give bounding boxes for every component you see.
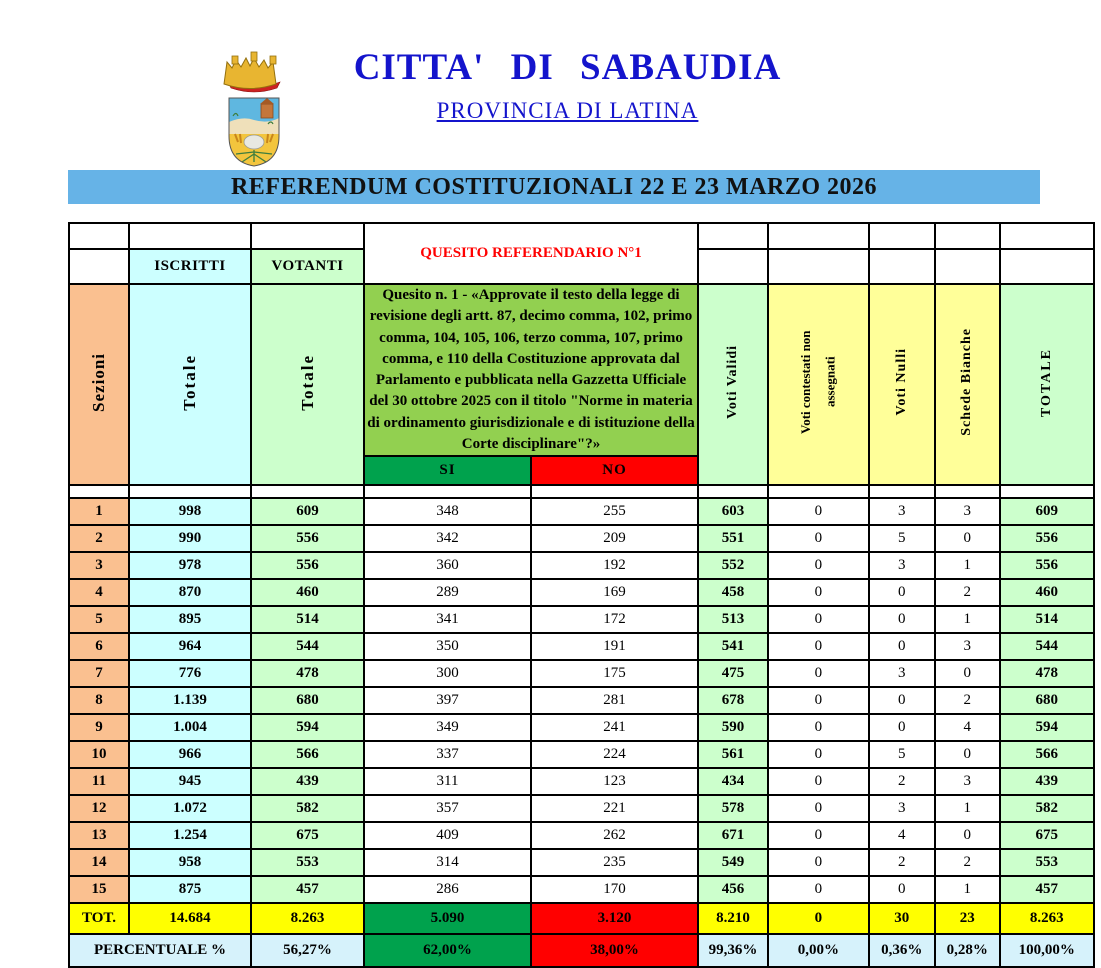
cell-iscritti: 958 [129, 849, 251, 876]
cell-votanti: 544 [251, 633, 364, 660]
cell-votanti: 566 [251, 741, 364, 768]
cell-si: 300 [364, 660, 531, 687]
cell-nulli: 0 [869, 579, 935, 606]
cell-votanti: 439 [251, 768, 364, 795]
table-row [69, 606, 1094, 633]
cell-sezione: 7 [69, 660, 129, 687]
table-row [69, 579, 1094, 606]
cell-no: 221 [531, 795, 698, 822]
cell-tot-label: TOT. [69, 903, 129, 934]
cell-contestati: 0 [768, 687, 869, 714]
cell-tot-validi: 8.210 [698, 903, 768, 934]
cell-validi: 590 [698, 714, 768, 741]
cell-sezione: 10 [69, 741, 129, 768]
column-header-iscritti: ISCRITTI [129, 249, 251, 284]
cell-si: 289 [364, 579, 531, 606]
cell-totale: 609 [1000, 498, 1094, 525]
cell-tot-votanti: 8.263 [251, 903, 364, 934]
cell-contestati: 0 [768, 633, 869, 660]
cell-sezione: 14 [69, 849, 129, 876]
cell-iscritti: 964 [129, 633, 251, 660]
cell-si: 409 [364, 822, 531, 849]
cell-iscritti: 1.139 [129, 687, 251, 714]
cell-bianche: 0 [935, 822, 1000, 849]
column-header-sezioni: Sezioni [69, 284, 129, 485]
cell-validi: 475 [698, 660, 768, 687]
table-row [69, 876, 1094, 903]
table-row [69, 687, 1094, 714]
cell-iscritti: 895 [129, 606, 251, 633]
cell-contestati: 0 [768, 498, 869, 525]
cell-contestati: 0 [768, 552, 869, 579]
cell-votanti: 675 [251, 822, 364, 849]
cell-no: 241 [531, 714, 698, 741]
cell-no: 175 [531, 660, 698, 687]
cell-contestati: 0 [768, 525, 869, 552]
page-title: CITTA' DI SABAUDIA [353, 47, 782, 88]
column-header-no: NO [531, 456, 698, 485]
cell-nulli: 0 [869, 876, 935, 903]
column-header-votanti: VOTANTI [251, 249, 364, 284]
cell-votanti: 556 [251, 552, 364, 579]
cell-iscritti: 945 [129, 768, 251, 795]
cell-votanti: 514 [251, 606, 364, 633]
cell-sezione: 5 [69, 606, 129, 633]
totals-row [69, 903, 1094, 934]
cell-si: 341 [364, 606, 531, 633]
cell-pct-totale: 100,00% [1000, 934, 1094, 967]
cell-contestati: 0 [768, 714, 869, 741]
cell-validi: 678 [698, 687, 768, 714]
cell-totale: 556 [1000, 552, 1094, 579]
cell-pct-label: PERCENTUALE % [69, 934, 251, 967]
cell-iscritti: 990 [129, 525, 251, 552]
cell-bianche: 2 [935, 579, 1000, 606]
cell-si: 360 [364, 552, 531, 579]
table-row [69, 525, 1094, 552]
cell-si: 314 [364, 849, 531, 876]
cell-tot-bianche: 23 [935, 903, 1000, 934]
cell-votanti: 609 [251, 498, 364, 525]
cell-nulli: 3 [869, 660, 935, 687]
column-header-voti-validi: Voti Validi [698, 284, 768, 485]
cell-si: 342 [364, 525, 531, 552]
cell-contestati: 0 [768, 741, 869, 768]
table-row [69, 741, 1094, 768]
cell-bianche: 3 [935, 498, 1000, 525]
spacer-row [69, 485, 1094, 498]
column-header-si: SI [364, 456, 531, 485]
cell-iscritti: 978 [129, 552, 251, 579]
cell-nulli: 2 [869, 768, 935, 795]
cell-iscritti: 870 [129, 579, 251, 606]
cell-si: 311 [364, 768, 531, 795]
cell-sezione: 1 [69, 498, 129, 525]
table-row [69, 552, 1094, 579]
cell-no: 170 [531, 876, 698, 903]
cell-sezione: 4 [69, 579, 129, 606]
cell-nulli: 3 [869, 795, 935, 822]
cell-tot-si: 5.090 [364, 903, 531, 934]
cell-votanti: 457 [251, 876, 364, 903]
cell-nulli: 2 [869, 849, 935, 876]
cell-si: 349 [364, 714, 531, 741]
results-table [68, 222, 1095, 968]
cell-sezione: 8 [69, 687, 129, 714]
table-row [69, 822, 1094, 849]
question-text: Quesito n. 1 - «Approvate il testo della legge di revisione degli artt. 87, decimo comma, 102, primo comma, 104, 105, 106, terzo comma, 107, primo comma, e 110 della Costituzione approvata dal Parlamento e pubblicata nella Gazzetta Ufficiale del 30 ottobre 2025 con il titolo "Norme in materia di ordinamento giurisdizionale e di istituzione della Corte disciplinare"?» [364, 284, 698, 456]
cell-nulli: 0 [869, 714, 935, 741]
cell-iscritti: 966 [129, 741, 251, 768]
cell-validi: 551 [698, 525, 768, 552]
cell-si: 350 [364, 633, 531, 660]
cell-validi: 552 [698, 552, 768, 579]
cell-validi: 513 [698, 606, 768, 633]
table-row [69, 498, 1094, 525]
header [34, 46, 1101, 124]
cell-validi: 549 [698, 849, 768, 876]
cell-bianche: 3 [935, 633, 1000, 660]
cell-tot-iscritti: 14.684 [129, 903, 251, 934]
cell-sezione: 13 [69, 822, 129, 849]
cell-validi: 456 [698, 876, 768, 903]
cell-contestati: 0 [768, 606, 869, 633]
cell-tot-no: 3.120 [531, 903, 698, 934]
cell-totale: 566 [1000, 741, 1094, 768]
cell-no: 262 [531, 822, 698, 849]
cell-bianche: 4 [935, 714, 1000, 741]
cell-bianche: 2 [935, 687, 1000, 714]
cell-bianche: 2 [935, 849, 1000, 876]
cell-nulli: 5 [869, 741, 935, 768]
cell-no: 191 [531, 633, 698, 660]
cell-iscritti: 776 [129, 660, 251, 687]
cell-si: 286 [364, 876, 531, 903]
cell-totale: 680 [1000, 687, 1094, 714]
cell-totale: 544 [1000, 633, 1094, 660]
cell-totale: 556 [1000, 525, 1094, 552]
cell-totale: 553 [1000, 849, 1094, 876]
table-row [69, 633, 1094, 660]
cell-totale: 675 [1000, 822, 1094, 849]
table-row [69, 849, 1094, 876]
cell-votanti: 478 [251, 660, 364, 687]
cell-iscritti: 1.004 [129, 714, 251, 741]
cell-sezione: 9 [69, 714, 129, 741]
cell-validi: 541 [698, 633, 768, 660]
column-header-schede-bianche: Schede Bianche [935, 284, 1000, 485]
cell-contestati: 0 [768, 795, 869, 822]
table-row [69, 660, 1094, 687]
referendum-banner: REFERENDUM COSTITUZIONALI 22 E 23 MARZO 2026 [68, 170, 1040, 204]
cell-si: 397 [364, 687, 531, 714]
cell-si: 357 [364, 795, 531, 822]
cell-no: 123 [531, 768, 698, 795]
cell-nulli: 5 [869, 525, 935, 552]
cell-validi: 434 [698, 768, 768, 795]
cell-contestati: 0 [768, 876, 869, 903]
cell-no: 255 [531, 498, 698, 525]
cell-si: 348 [364, 498, 531, 525]
cell-contestati: 0 [768, 849, 869, 876]
cell-iscritti: 1.072 [129, 795, 251, 822]
cell-nulli: 4 [869, 822, 935, 849]
cell-pct-bianche: 0,28% [935, 934, 1000, 967]
cell-tot-nulli: 30 [869, 903, 935, 934]
cell-bianche: 0 [935, 525, 1000, 552]
cell-contestati: 0 [768, 768, 869, 795]
quesito-title: QUESITO REFERENDARIO N°1 [364, 223, 698, 284]
cell-nulli: 3 [869, 552, 935, 579]
cell-iscritti: 998 [129, 498, 251, 525]
column-header-votanti-totale: Totale [251, 284, 364, 485]
column-header-voti-contestati: Voti contestati non assegnati [768, 284, 869, 485]
column-header-voti-nulli: Voti Nulli [869, 284, 935, 485]
percent-row [69, 934, 1094, 967]
cell-bianche: 1 [935, 606, 1000, 633]
cell-validi: 561 [698, 741, 768, 768]
cell-bianche: 0 [935, 660, 1000, 687]
cell-pct-nulli: 0,36% [869, 934, 935, 967]
cell-validi: 458 [698, 579, 768, 606]
cell-no: 224 [531, 741, 698, 768]
cell-votanti: 553 [251, 849, 364, 876]
cell-validi: 603 [698, 498, 768, 525]
cell-contestati: 0 [768, 579, 869, 606]
table-row [69, 795, 1094, 822]
cell-no: 169 [531, 579, 698, 606]
cell-totale: 514 [1000, 606, 1094, 633]
table-row [69, 768, 1094, 795]
cell-pct-validi: 99,36% [698, 934, 768, 967]
cell-nulli: 0 [869, 606, 935, 633]
cell-no: 209 [531, 525, 698, 552]
cell-nulli: 0 [869, 633, 935, 660]
cell-iscritti: 875 [129, 876, 251, 903]
cell-votanti: 594 [251, 714, 364, 741]
province-subtitle: PROVINCIA DI LATINA [436, 98, 699, 123]
cell-votanti: 460 [251, 579, 364, 606]
cell-votanti: 556 [251, 525, 364, 552]
cell-nulli: 3 [869, 498, 935, 525]
cell-totale: 594 [1000, 714, 1094, 741]
cell-totale: 457 [1000, 876, 1094, 903]
cell-votanti: 582 [251, 795, 364, 822]
cell-no: 172 [531, 606, 698, 633]
cell-sezione: 15 [69, 876, 129, 903]
cell-bianche: 1 [935, 876, 1000, 903]
cell-sezione: 3 [69, 552, 129, 579]
cell-bianche: 0 [935, 741, 1000, 768]
cell-contestati: 0 [768, 660, 869, 687]
cell-totale: 439 [1000, 768, 1094, 795]
data-rows [69, 498, 1094, 903]
cell-validi: 671 [698, 822, 768, 849]
cell-votanti: 680 [251, 687, 364, 714]
cell-bianche: 1 [935, 552, 1000, 579]
cell-contestati: 0 [768, 822, 869, 849]
cell-totale: 478 [1000, 660, 1094, 687]
cell-pct-no: 38,00% [531, 934, 698, 967]
cell-totale: 460 [1000, 579, 1094, 606]
cell-validi: 578 [698, 795, 768, 822]
cell-si: 337 [364, 741, 531, 768]
column-header-totale: TOTALE [1000, 284, 1094, 485]
table-row [69, 714, 1094, 741]
cell-sezione: 6 [69, 633, 129, 660]
cell-bianche: 3 [935, 768, 1000, 795]
cell-totale: 582 [1000, 795, 1094, 822]
cell-sezione: 11 [69, 768, 129, 795]
cell-tot-totale: 8.263 [1000, 903, 1094, 934]
cell-no: 235 [531, 849, 698, 876]
cell-sezione: 12 [69, 795, 129, 822]
cell-no: 281 [531, 687, 698, 714]
cell-pct-votanti: 56,27% [251, 934, 364, 967]
cell-tot-contestati: 0 [768, 903, 869, 934]
cell-no: 192 [531, 552, 698, 579]
cell-iscritti: 1.254 [129, 822, 251, 849]
cell-pct-contestati: 0,00% [768, 934, 869, 967]
cell-sezione: 2 [69, 525, 129, 552]
column-header-iscritti-totale: Totale [129, 284, 251, 485]
cell-pct-si: 62,00% [364, 934, 531, 967]
cell-bianche: 1 [935, 795, 1000, 822]
cell-nulli: 0 [869, 687, 935, 714]
